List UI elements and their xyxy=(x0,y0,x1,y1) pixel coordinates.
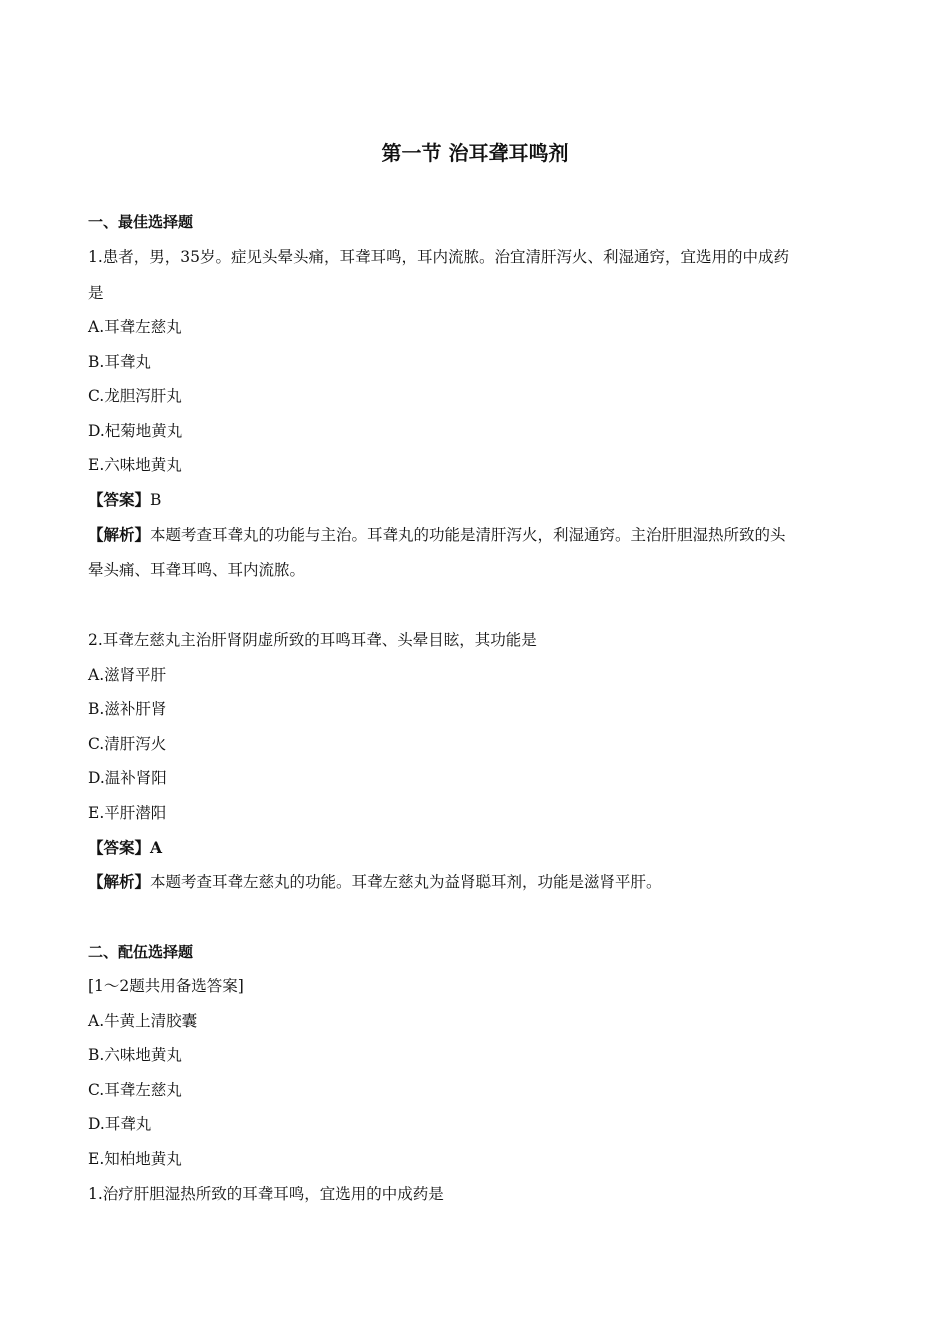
q2-option-c: C.清肝泻火 xyxy=(88,735,167,753)
q2-answer xyxy=(88,836,868,860)
q1-stem-line2: 是 xyxy=(88,284,104,302)
analysis-tag: 【解析】 xyxy=(88,873,151,891)
q1-analysis-line2: 晕头痛、耳聋耳鸣、耳内流脓。 xyxy=(88,561,306,579)
shared-option-e: E.知柏地黄丸 xyxy=(88,1150,182,1168)
shared-options-note: [1～2题共用备选答案] xyxy=(88,977,244,995)
q2-stem: 2.耳聋左慈丸主治肝肾阴虚所致的耳鸣耳聋、头晕目眩，其功能是 xyxy=(88,631,537,649)
q1-option-a: A.耳聋左慈丸 xyxy=(88,318,182,336)
q2-option-b: B.滋补肝肾 xyxy=(88,700,167,718)
shared-option-a: A.牛黄上清胶囊 xyxy=(88,1012,198,1030)
shared-option-c: C.耳聋左慈丸 xyxy=(88,1081,182,1099)
s2-q1-stem: 1.治疗肝胆湿热所致的耳聋耳鸣，宜选用的中成药是 xyxy=(88,1185,444,1203)
q1-option-d: D.杞菊地黄丸 xyxy=(88,422,183,440)
analysis-tag: 【解析】 xyxy=(88,526,151,544)
answer-value: A xyxy=(150,838,163,857)
answer-tag: 【答案】 xyxy=(88,839,151,857)
analysis-text: 本题考查耳聋左慈丸的功能。耳聋左慈丸为益肾聪耳剂，功能是滋肾平肝。 xyxy=(150,873,662,891)
q1-option-b: B.耳聋丸 xyxy=(88,353,151,371)
q2-option-a: A.滋肾平肝 xyxy=(88,666,167,684)
q1-stem-line1: 1.患者，男，35岁。症见头晕头痛，耳聋耳鸣，耳内流脓。治宜清肝泻火、利湿通窍，宜选用的中成药 xyxy=(88,248,790,266)
answer-value: B xyxy=(150,491,162,509)
q2-analysis-line1 xyxy=(88,870,868,894)
shared-option-b: B.六味地黄丸 xyxy=(88,1046,182,1064)
shared-option-d: D.耳聋丸 xyxy=(88,1115,152,1133)
answer-tag: 【答案】 xyxy=(88,491,151,509)
q2-option-d: D.温补肾阳 xyxy=(88,769,167,787)
analysis-text: 本题考查耳聋丸的功能与主治。耳聋丸的功能是清肝泻火，利湿通窍。主治肝胆湿热所致的头 xyxy=(150,526,786,544)
q2-option-e: E.平肝潜阳 xyxy=(88,804,167,822)
section2-heading: 二、配伍选择题 xyxy=(88,943,194,961)
q1-answer xyxy=(88,488,868,512)
q1-option-e: E.六味地黄丸 xyxy=(88,456,182,474)
page-title: 第一节 治耳聋耳鸣剂 xyxy=(381,141,569,165)
section1-heading: 一、最佳选择题 xyxy=(88,213,194,231)
q1-option-c: C.龙胆泻肝丸 xyxy=(88,387,182,405)
q1-analysis-line1 xyxy=(88,523,868,547)
